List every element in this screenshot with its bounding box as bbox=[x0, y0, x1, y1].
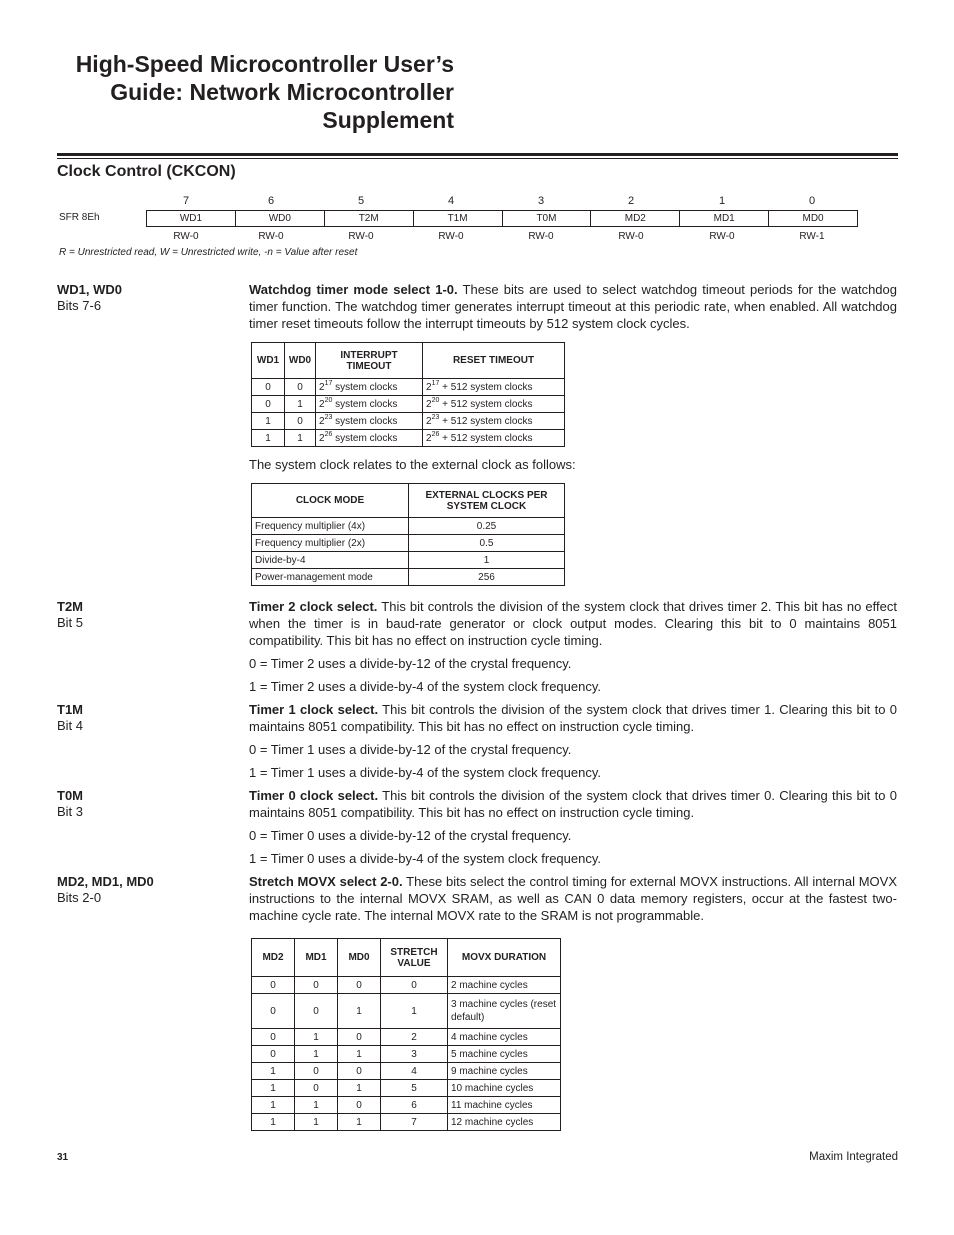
bit-access: RW-0 bbox=[528, 231, 554, 242]
table-header: EXTERNAL CLOCKS PER SYSTEM CLOCK bbox=[409, 484, 565, 518]
table-header: MD0 bbox=[338, 939, 381, 977]
table-row bbox=[252, 379, 565, 396]
table-header: MOVX DURATION bbox=[448, 939, 561, 977]
register-bit-cell: MD1 bbox=[679, 211, 768, 226]
bit-option: 0 = Timer 0 uses a divide-by-12 of the crystal frequency. bbox=[249, 828, 572, 843]
table-cell: 0 bbox=[252, 994, 295, 1029]
table-cell bbox=[316, 396, 423, 413]
cell-text: + 512 system clocks bbox=[439, 415, 533, 427]
exp-base: 2 bbox=[319, 432, 325, 444]
cell-text: system clocks bbox=[332, 415, 398, 427]
exp-power: 23 bbox=[324, 413, 333, 421]
table-row bbox=[252, 518, 565, 535]
table-cell: 0 bbox=[338, 1097, 381, 1114]
table-row bbox=[252, 430, 565, 447]
exp-power: 17 bbox=[324, 379, 333, 387]
bit-description-text: These bits are used to select watchdog timeout periods for the watchdog timer function. The watchdog timer generates interrupt timeout at this periodic rate, when enabled. All watchdog timer reset timeouts follow the interrupt timeouts by 512 system clock cycles. bbox=[249, 282, 898, 331]
table-cell: 0 bbox=[295, 994, 338, 1029]
table-cell: 1 bbox=[252, 1063, 295, 1080]
table-cell: 0.5 bbox=[409, 535, 565, 552]
table-header: MD1 bbox=[295, 939, 338, 977]
table-cell: 0 bbox=[252, 379, 285, 396]
table-cell: 0 bbox=[252, 1029, 295, 1046]
table-row bbox=[252, 977, 561, 994]
section-title: Clock Control (CKCON) bbox=[57, 163, 236, 180]
register-bit-cell: WD1 bbox=[179, 213, 203, 224]
table-cell: 2 machine cycles bbox=[448, 977, 561, 994]
exp-power: 26 bbox=[324, 430, 333, 438]
bit-number: 1 bbox=[718, 195, 726, 207]
table-header: STRETCH VALUE bbox=[381, 939, 448, 977]
table-cell: 9 machine cycles bbox=[448, 1063, 561, 1080]
table-cell: 0 bbox=[338, 977, 381, 994]
table-header: WD1 bbox=[252, 343, 285, 379]
bit-access: RW-0 bbox=[438, 231, 464, 242]
document-title bbox=[40, 50, 454, 134]
table-cell: 1 bbox=[285, 430, 316, 447]
exp-base: 2 bbox=[319, 398, 325, 410]
table-cell: 1 bbox=[252, 1097, 295, 1114]
exp-power: 20 bbox=[431, 396, 440, 404]
bit-description-text: This bit controls the division of the system clock that drives timer 1. Clearing this bit to 0 maintains 8051 compatibility. This bit has no effect on instruction cycle timing. bbox=[249, 702, 897, 734]
table-row bbox=[252, 552, 565, 569]
bit-description bbox=[249, 281, 897, 332]
table-cell bbox=[423, 430, 565, 447]
table-row bbox=[252, 535, 565, 552]
table-cell: 0.25 bbox=[409, 518, 565, 535]
table-cell: 0 bbox=[338, 1029, 381, 1046]
cell-text: system clocks bbox=[332, 432, 398, 444]
table-header: RESET TIMEOUT bbox=[423, 343, 565, 379]
bit-field-name: WD1, WD0 bbox=[57, 282, 122, 297]
bit-option: 0 = Timer 2 uses a divide-by-12 of the crystal frequency. bbox=[249, 656, 572, 671]
clock-mode-table bbox=[251, 483, 565, 586]
bit-option: 1 = Timer 0 uses a divide-by-4 of the system clock frequency. bbox=[249, 851, 601, 866]
table-header: INTERRUPT TIMEOUT bbox=[316, 343, 423, 379]
exp-base: 2 bbox=[319, 381, 325, 393]
bit-access: RW-1 bbox=[799, 231, 825, 242]
bit-description-lead: Timer 1 clock select. bbox=[249, 702, 379, 717]
cell-text: + 512 system clocks bbox=[439, 398, 533, 410]
exp-base: 2 bbox=[426, 381, 432, 393]
table-cell bbox=[316, 379, 423, 396]
bit-description bbox=[249, 787, 897, 821]
table-cell bbox=[423, 396, 565, 413]
table-cell: 3 machine cycles (reset default) bbox=[448, 994, 561, 1029]
table-cell: 1 bbox=[285, 396, 316, 413]
register-bit-cell: T1M bbox=[413, 211, 502, 226]
table-row bbox=[252, 396, 565, 413]
exp-power: 23 bbox=[431, 413, 440, 421]
table-cell: 5 machine cycles bbox=[448, 1046, 561, 1063]
bit-option: 1 = Timer 2 uses a divide-by-4 of the system clock frequency. bbox=[249, 679, 601, 694]
bit-number: 0 bbox=[808, 195, 816, 207]
table-cell: 1 bbox=[381, 994, 448, 1029]
bit-description-text: These bits select the control timing for external MOVX instructions. All internal MOVX instructions to the internal MOVX SRAM, as well as CAN 0 data memory registers, occur at the fastest two-machine cycle rate. The internal MOVX rate to the SRAM is not programmable. bbox=[249, 874, 897, 923]
bit-access: RW-0 bbox=[173, 231, 199, 242]
cell-text: + 512 system clocks bbox=[439, 381, 533, 393]
table-cell: 5 bbox=[381, 1080, 448, 1097]
title-line-3: Supplement bbox=[322, 107, 454, 133]
table-cell: 1 bbox=[338, 1046, 381, 1063]
bit-description-text: This bit controls the division of the system clock that drives timer 0. Clearing this bit to 0 maintains 8051 compatibility. This bit has no effect on instruction cycle timing. bbox=[249, 788, 897, 820]
register-diagram bbox=[146, 210, 858, 227]
table-cell: 12 machine cycles bbox=[448, 1114, 561, 1131]
table-cell: 0 bbox=[252, 396, 285, 413]
bit-field-range: Bit 3 bbox=[57, 804, 84, 819]
movx-stretch-table bbox=[251, 938, 561, 1131]
table-cell: 1 bbox=[252, 1080, 295, 1097]
table-cell: Divide-by-4 bbox=[252, 552, 409, 569]
bit-description-lead: Watchdog timer mode select 1-0. bbox=[249, 282, 458, 297]
table-cell: 0 bbox=[295, 977, 338, 994]
bit-number: 5 bbox=[357, 195, 365, 207]
table-cell: 0 bbox=[285, 413, 316, 430]
exp-power: 20 bbox=[324, 396, 333, 404]
table-row bbox=[252, 1046, 561, 1063]
table-row bbox=[252, 413, 565, 430]
table-cell: 4 machine cycles bbox=[448, 1029, 561, 1046]
table-cell: 0 bbox=[285, 379, 316, 396]
table-row bbox=[252, 1114, 561, 1131]
table-header: CLOCK MODE bbox=[252, 484, 409, 518]
table-cell: 1 bbox=[252, 413, 285, 430]
table-cell: 4 bbox=[381, 1063, 448, 1080]
bit-number: 6 bbox=[267, 195, 275, 207]
bit-description-lead: Stretch MOVX select 2-0. bbox=[249, 874, 403, 889]
bit-field-name: T2M bbox=[57, 599, 83, 614]
table-cell: 0 bbox=[338, 1063, 381, 1080]
table-cell: 1 bbox=[252, 1114, 295, 1131]
table-row bbox=[252, 569, 565, 586]
bit-description bbox=[249, 598, 897, 649]
table-cell: Frequency multiplier (2x) bbox=[252, 535, 409, 552]
table-cell: 11 machine cycles bbox=[448, 1097, 561, 1114]
table-cell bbox=[423, 379, 565, 396]
bit-description-lead: Timer 2 clock select. bbox=[249, 599, 378, 614]
table-cell: 6 bbox=[381, 1097, 448, 1114]
bit-field-range: Bits 2-0 bbox=[57, 890, 102, 905]
table-row bbox=[252, 1080, 561, 1097]
table-cell: 3 bbox=[381, 1046, 448, 1063]
bit-description-lead: Timer 0 clock select. bbox=[249, 788, 379, 803]
table-cell: 7 bbox=[381, 1114, 448, 1131]
cell-text: + 512 system clocks bbox=[439, 432, 533, 444]
bit-description bbox=[249, 701, 897, 735]
table-cell: 256 bbox=[409, 569, 565, 586]
table-cell bbox=[423, 413, 565, 430]
table-row bbox=[252, 1029, 561, 1046]
bit-number: 3 bbox=[537, 195, 545, 207]
table-cell bbox=[316, 430, 423, 447]
table-row bbox=[252, 994, 561, 1029]
register-bit-cell: T0M bbox=[502, 211, 591, 226]
exp-base: 2 bbox=[319, 415, 325, 427]
table-header: MD2 bbox=[252, 939, 295, 977]
bit-field-range: Bit 4 bbox=[57, 718, 84, 733]
bit-access: RW-0 bbox=[348, 231, 374, 242]
bit-access: RW-0 bbox=[618, 231, 644, 242]
exp-power: 26 bbox=[431, 430, 440, 438]
table-cell: 2 bbox=[381, 1029, 448, 1046]
table-cell bbox=[316, 413, 423, 430]
sfr-address: SFR 8Eh bbox=[59, 212, 100, 223]
table-cell: 0 bbox=[295, 1063, 338, 1080]
exp-base: 2 bbox=[426, 415, 432, 427]
table-cell: 10 machine cycles bbox=[448, 1080, 561, 1097]
bit-access: RW-0 bbox=[258, 231, 284, 242]
bit-field-range: Bit 5 bbox=[57, 615, 84, 630]
page-number: 31 bbox=[57, 1152, 69, 1163]
table-cell: 0 bbox=[252, 977, 295, 994]
title-line-1: High-Speed Microcontroller User’s bbox=[75, 51, 454, 77]
bit-number: 2 bbox=[627, 195, 635, 207]
table-cell: Frequency multiplier (4x) bbox=[252, 518, 409, 535]
table-cell: 1 bbox=[338, 994, 381, 1029]
exp-power: 17 bbox=[431, 379, 440, 387]
table-cell: 1 bbox=[295, 1114, 338, 1131]
bit-option: 1 = Timer 1 uses a divide-by-4 of the system clock frequency. bbox=[249, 765, 601, 780]
bit-access: RW-0 bbox=[709, 231, 735, 242]
register-bit-cell: MD0 bbox=[768, 211, 857, 226]
bit-field-name: MD2, MD1, MD0 bbox=[57, 874, 154, 889]
table-row bbox=[252, 1097, 561, 1114]
cell-text: system clocks bbox=[332, 398, 398, 410]
title-line-2: Guide: Network Microcontroller bbox=[110, 79, 454, 105]
table-cell: 0 bbox=[252, 1046, 295, 1063]
table-cell: 1 bbox=[295, 1097, 338, 1114]
register-legend: R = Unrestricted read, W = Unrestricted write, -n = Value after reset bbox=[59, 247, 358, 258]
bit-description-text: This bit controls the division of the system clock that drives timer 2. This bit has no effect when the timer is in baud-rate generator or clock output modes. Clearing this bit to 0 maintains 8051 compatibility. This bit has no effect on instruction cycle timing. bbox=[249, 599, 897, 648]
table-cell: 1 bbox=[338, 1114, 381, 1131]
bit-field-range: Bits 7-6 bbox=[57, 298, 102, 313]
table-cell: 1 bbox=[409, 552, 565, 569]
exp-base: 2 bbox=[426, 398, 432, 410]
table-cell: 1 bbox=[295, 1029, 338, 1046]
clock-note: The system clock relates to the external clock as follows: bbox=[249, 457, 576, 472]
table-cell: 0 bbox=[381, 977, 448, 994]
header-rule-thick bbox=[57, 153, 898, 156]
bit-number: 7 bbox=[182, 195, 190, 207]
table-row bbox=[252, 1063, 561, 1080]
header-rule-thin bbox=[57, 158, 898, 159]
table-header: WD0 bbox=[285, 343, 316, 379]
table-cell: 1 bbox=[295, 1046, 338, 1063]
register-bit-cell: WD0 bbox=[235, 211, 324, 226]
bit-field-name: T1M bbox=[57, 702, 83, 717]
bit-number: 4 bbox=[447, 195, 455, 207]
bit-field-name: T0M bbox=[57, 788, 83, 803]
bit-option: 0 = Timer 1 uses a divide-by-12 of the crystal frequency. bbox=[249, 742, 572, 757]
watchdog-timeout-table bbox=[251, 342, 565, 447]
register-bit-cell: MD2 bbox=[590, 211, 679, 226]
exp-base: 2 bbox=[426, 432, 432, 444]
table-cell: Power-management mode bbox=[252, 569, 409, 586]
table-cell: 1 bbox=[252, 430, 285, 447]
register-bit-cell: T2M bbox=[324, 211, 413, 226]
cell-text: system clocks bbox=[332, 381, 398, 393]
footer-company: Maxim Integrated bbox=[809, 1151, 898, 1163]
table-cell: 1 bbox=[338, 1080, 381, 1097]
table-cell: 0 bbox=[295, 1080, 338, 1097]
bit-description bbox=[249, 873, 897, 924]
